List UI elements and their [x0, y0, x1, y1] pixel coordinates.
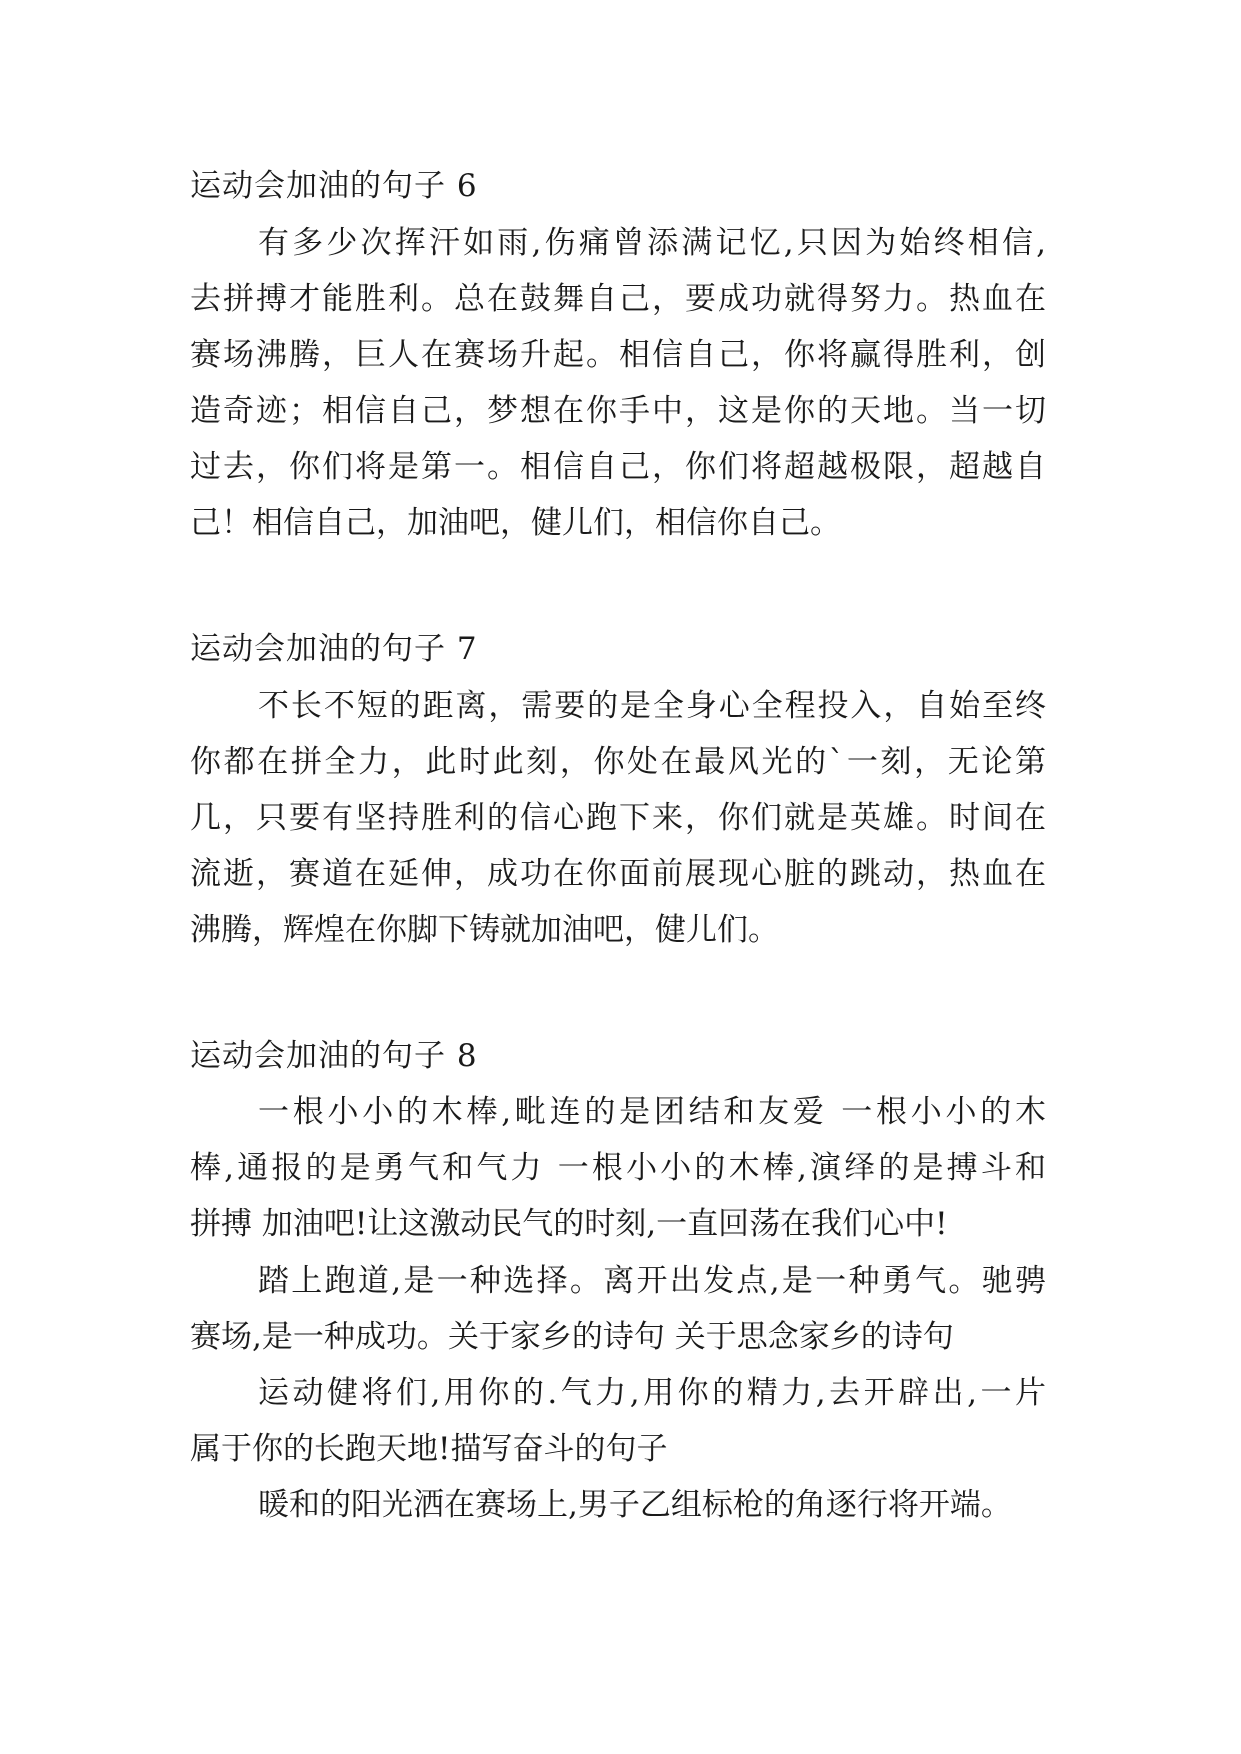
paragraph-line: 几，只要有坚持胜利的信心跑下来，你们就是英雄。时间在 — [190, 800, 1046, 836]
section-heading: 运动会加油的句子 8 — [190, 1038, 478, 1074]
paragraph-line: 造奇迹；相信自己，梦想在你手中，这是你的天地。当一切 — [190, 393, 1046, 429]
paragraph-line: 沸腾，辉煌在你脚下铸就加油吧，健儿们。 — [190, 912, 779, 948]
paragraph-line: 拼搏 加油吧!让这激动民气的时刻,一直回荡在我们心中! — [190, 1206, 948, 1242]
paragraph-line: 暖和的阳光洒在赛场上,男子乙组标枪的角逐行将开端。 — [258, 1487, 1012, 1523]
paragraph-line: 你都在拼全力，此时此刻，你处在最风光的`一刻，无论第 — [190, 744, 1046, 780]
paragraph-line: 不长不短的距离，需要的是全身心全程投入，自始至终 — [258, 688, 1046, 724]
paragraph-line: 赛场沸腾，巨人在赛场升起。相信自己，你将赢得胜利，创 — [190, 337, 1046, 373]
section-heading: 运动会加油的句子 7 — [190, 631, 478, 667]
paragraph-line: 赛场,是一种成功。关于家乡的诗句 关于思念家乡的诗句 — [190, 1319, 954, 1355]
paragraph-line: 踏上跑道,是一种选择。离开出发点,是一种勇气。驰骋 — [258, 1263, 1046, 1299]
paragraph-line: 一根小小的木棒,毗连的是团结和友爱 一根小小的木 — [258, 1094, 1046, 1130]
paragraph-line: 有多少次挥汗如雨,伤痛曾添满记忆,只因为始终相信, — [258, 225, 1046, 261]
paragraph-line: 棒,通报的是勇气和气力 一根小小的木棒,演绎的是搏斗和 — [190, 1150, 1046, 1186]
paragraph-line: 过去，你们将是第一。相信自己，你们将超越极限，超越自 — [190, 449, 1046, 485]
paragraph-line: 属于你的长跑天地!描写奋斗的句子 — [190, 1431, 668, 1467]
paragraph-line: 去拼搏才能胜利。总在鼓舞自己，要成功就得努力。热血在 — [190, 281, 1046, 317]
paragraph-line: 流逝，赛道在延伸，成功在你面前展现心脏的跳动，热血在 — [190, 856, 1046, 892]
paragraph-line: 己！相信自己，加油吧，健儿们，相信你自己。 — [190, 505, 841, 541]
paragraph-line: 运动健将们,用你的.气力,用你的精力,去开辟出,一片 — [258, 1375, 1046, 1411]
section-heading: 运动会加油的句子 6 — [190, 168, 478, 204]
